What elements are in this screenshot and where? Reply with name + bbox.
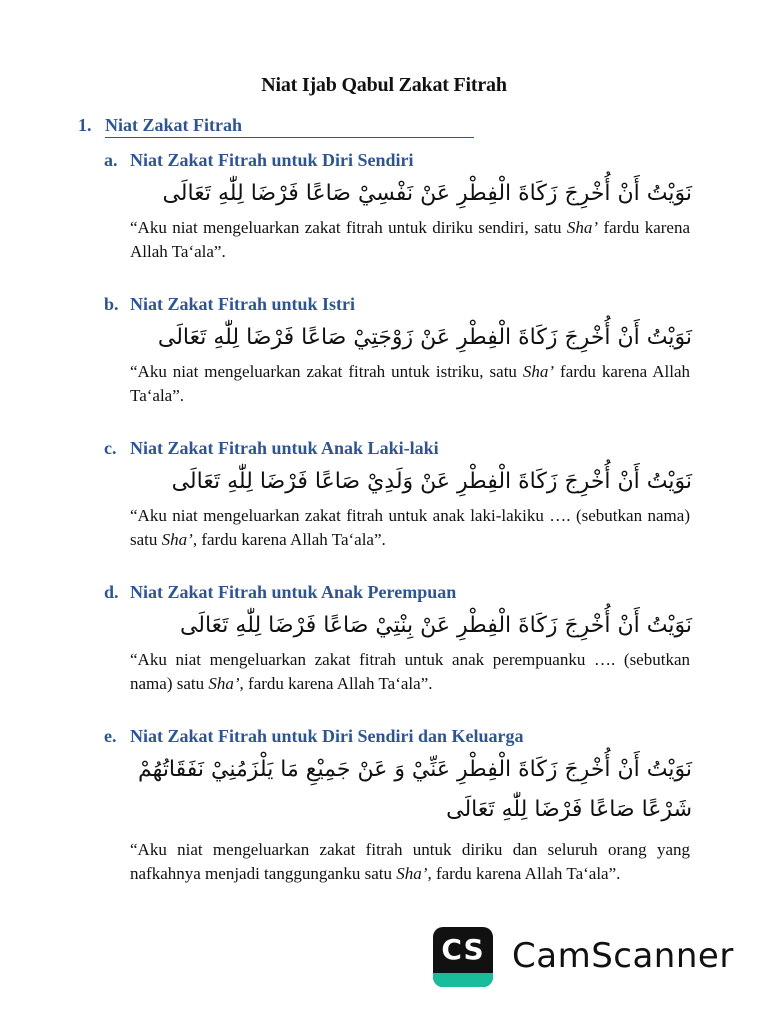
subsection-heading	[104, 150, 414, 171]
document-title: Niat Ijab Qabul Zakat Fitrah	[261, 74, 507, 96]
subsection-letter: b.	[104, 294, 119, 314]
camscanner-brand-text: CamScanner	[512, 936, 734, 976]
translation-text: “Aku niat mengeluarkan zakat fitrah untuk anak perempuanku …. (sebutkan nama) satu Sha’, fardu karena Allah Ta‘ala”.	[130, 650, 690, 693]
section-number: 1.	[78, 115, 92, 135]
subsection-title: Niat Zakat Fitrah untuk Istri	[130, 294, 356, 314]
subsection-letter: a.	[104, 150, 118, 170]
subsection-letter: d.	[104, 582, 119, 602]
section-heading-text: Niat Zakat Fitrah	[105, 115, 242, 135]
translation-text: “Aku niat mengeluarkan zakat fitrah untuk diriku dan seluruh orang yang nafkahnya menjadi tanggunganku satu Sha’, fardu karena Allah Ta‘ala”.	[130, 840, 690, 883]
arabic-niat: نَوَيْتُ أَنْ أُخْرِجَ زَكَاةَ الْفِطْرِ عَنْ وَلَدِيْ صَاعًا فَرْضَا لِلّٰهِ تَعَالَى	[171, 469, 692, 494]
translation-text: “Aku niat mengeluarkan zakat fitrah untuk anak laki-lakiku …. (sebutkan nama) satu Sha’, fardu karena Allah Ta‘ala”.	[130, 506, 690, 549]
subsection-title: Niat Zakat Fitrah untuk Diri Sendiri	[130, 150, 414, 170]
heading-underline	[105, 137, 474, 138]
subsection-heading	[104, 726, 524, 747]
subsection-title: Niat Zakat Fitrah untuk Anak Laki-laki	[130, 438, 439, 458]
subsection-heading	[104, 438, 439, 459]
subsection-heading	[104, 294, 355, 315]
arabic-niat: نَوَيْتُ أَنْ أُخْرِجَ زَكَاةَ الْفِطْرِ عَنْ زَوْجَتِيْ صَاعًا فَرْضَا لِلّٰهِ تَعَالَى	[157, 325, 692, 350]
arabic-niat: نَوَيْتُ أَنْ أُخْرِجَ زَكَاةَ الْفِطْرِ عَنْ نَفْسِيْ صَاعًا فَرْضَا لِلّٰهِ تَعَالَى	[162, 181, 692, 206]
arabic-niat: نَوَيْتُ أَنْ أُخْرِجَ زَكَاةَ الْفِطْرِ عَنِّيْ وَ عَنْ جَمِيْعِ مَا يَلْزَمُنِيْ نَفَقَاتُهُمْ شَرْعًا صَاعًا فَرْضَا لِلّٰهِ تَعَالَى	[138, 757, 692, 822]
subsection-letter: c.	[104, 438, 117, 458]
translation-text: “Aku niat mengeluarkan zakat fitrah untuk diriku sendiri, satu Sha’ fardu karena Allah Ta‘ala”.	[130, 218, 690, 261]
logo-letters: CS	[441, 933, 485, 966]
section-heading	[78, 115, 242, 136]
camscanner-logo-icon	[433, 927, 493, 987]
logo-accent-bar	[433, 973, 493, 987]
subsection-title: Niat Zakat Fitrah untuk Diri Sendiri dan Keluarga	[130, 726, 524, 746]
subsection-letter: e.	[104, 726, 117, 746]
translation-text: “Aku niat mengeluarkan zakat fitrah untuk istriku, satu Sha’ fardu karena Allah Ta‘ala”.	[130, 362, 690, 405]
subsection-title: Niat Zakat Fitrah untuk Anak Perempuan	[130, 582, 457, 602]
arabic-niat: نَوَيْتُ أَنْ أُخْرِجَ زَكَاةَ الْفِطْرِ عَنْ بِنْتِيْ صَاعًا فَرْضَا لِلّٰهِ تَعَالَى	[179, 613, 692, 638]
subsection-heading	[104, 582, 456, 603]
